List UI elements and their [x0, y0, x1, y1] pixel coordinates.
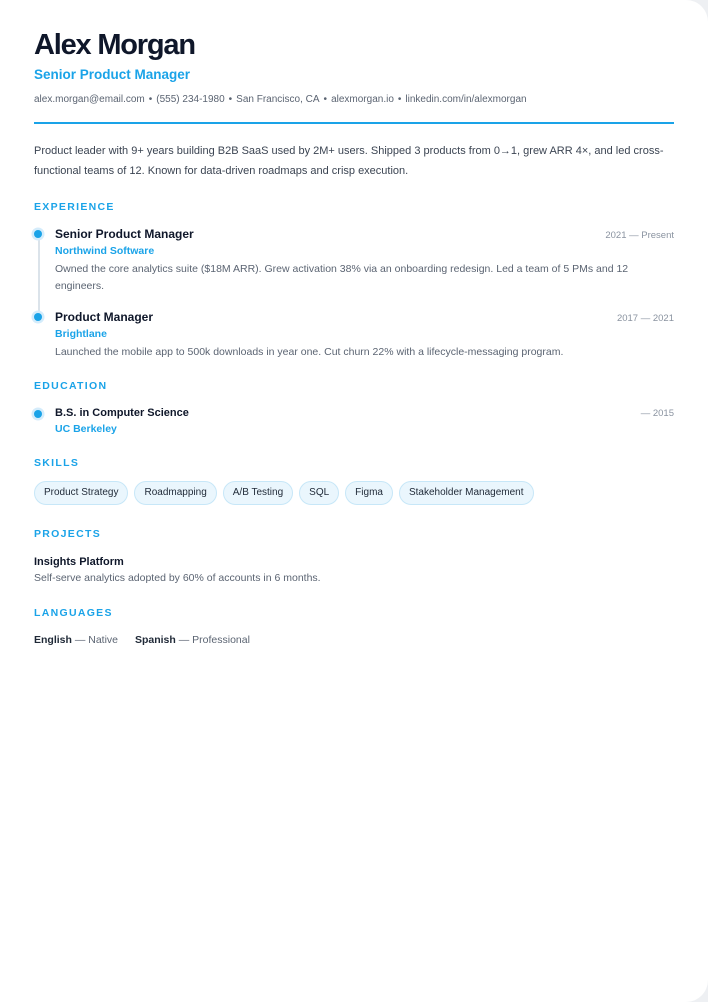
- project-name: Insights Platform: [34, 556, 124, 568]
- section-title-projects: PROJECTS: [34, 528, 101, 540]
- section-title-experience: EXPERIENCE: [34, 201, 115, 213]
- skill-chip: Product Strategy: [34, 481, 128, 505]
- section-title-education: EDUCATION: [34, 380, 108, 392]
- contact-email[interactable]: alex.morgan@email.com: [34, 94, 145, 105]
- degree-title: B.S. in Computer Science: [55, 407, 189, 419]
- language-item: [135, 634, 250, 646]
- school-name: UC Berkeley: [55, 423, 117, 435]
- skill-chip: SQL: [299, 481, 339, 505]
- languages-list: [34, 634, 674, 646]
- job-company: Northwind Software: [55, 245, 155, 257]
- skill-chip: Figma: [345, 481, 393, 505]
- contact-line: [34, 93, 674, 107]
- candidate-name: Alex Morgan: [34, 29, 195, 61]
- skill-chip: Roadmapping: [134, 481, 216, 505]
- timeline-dot-icon: [34, 410, 42, 418]
- skills-list: [34, 481, 674, 505]
- education-dates: — 2015: [640, 408, 674, 419]
- experience-timeline: [34, 227, 674, 361]
- separator-dot: •: [323, 94, 328, 105]
- skill-chip: Stakeholder Management: [399, 481, 534, 505]
- job-description: Owned the core analytics suite ($18M ARR). Grew activation 38% via an onboarding redesign. Led a team of 5 PMs and 12 engineers.: [55, 263, 629, 292]
- separator-dot: •: [397, 94, 402, 105]
- section-title-languages: LANGUAGES: [34, 607, 113, 619]
- timeline-dot-icon: [34, 230, 42, 238]
- section-title-skills: SKILLS: [34, 457, 80, 469]
- job-title: Product Manager: [55, 310, 154, 324]
- language-name: Spanish: [134, 634, 176, 646]
- language-item: [34, 634, 118, 646]
- contact-phone: (555) 234-1980: [156, 94, 225, 105]
- job-company: Brightlane: [55, 328, 107, 340]
- timeline-dot-icon: [34, 313, 42, 321]
- separator-dot: •: [148, 94, 153, 105]
- job-title: Senior Product Manager: [55, 227, 194, 241]
- education-list: [34, 407, 674, 435]
- job-dates: 2021 — Present: [605, 230, 674, 241]
- header-divider: [34, 122, 674, 124]
- contact-linkedin[interactable]: linkedin.com/in/alexmorgan: [405, 94, 527, 105]
- job-description: Launched the mobile app to 500k downloads in year one. Cut churn 22% with a lifecycle-messaging program.: [55, 346, 564, 358]
- candidate-role: Senior Product Manager: [34, 67, 191, 82]
- skill-chip: A/B Testing: [223, 481, 293, 505]
- education-entry: [34, 407, 674, 435]
- language-level: — Professional: [178, 634, 250, 646]
- language-level: — Native: [74, 634, 119, 646]
- project-entry: [34, 556, 674, 584]
- project-description: Self-serve analytics adopted by 60% of accounts in 6 months.: [34, 572, 321, 584]
- summary-paragraph: Product leader with 9+ years building B2B SaaS used by 2M+ users. Shipped 3 products from 0→1, grew ARR 4×, and led cross-functional teams of 12. Known for data-driven roadmaps and crisp execution.: [34, 145, 664, 177]
- experience-entry: [34, 227, 674, 295]
- language-name: English: [34, 634, 72, 646]
- contact-website[interactable]: alexmorgan.io: [331, 94, 394, 105]
- experience-entry: [34, 310, 674, 361]
- contact-location: San Francisco, CA: [236, 94, 320, 105]
- separator-dot: •: [228, 94, 233, 105]
- job-dates: 2017 — 2021: [616, 313, 674, 324]
